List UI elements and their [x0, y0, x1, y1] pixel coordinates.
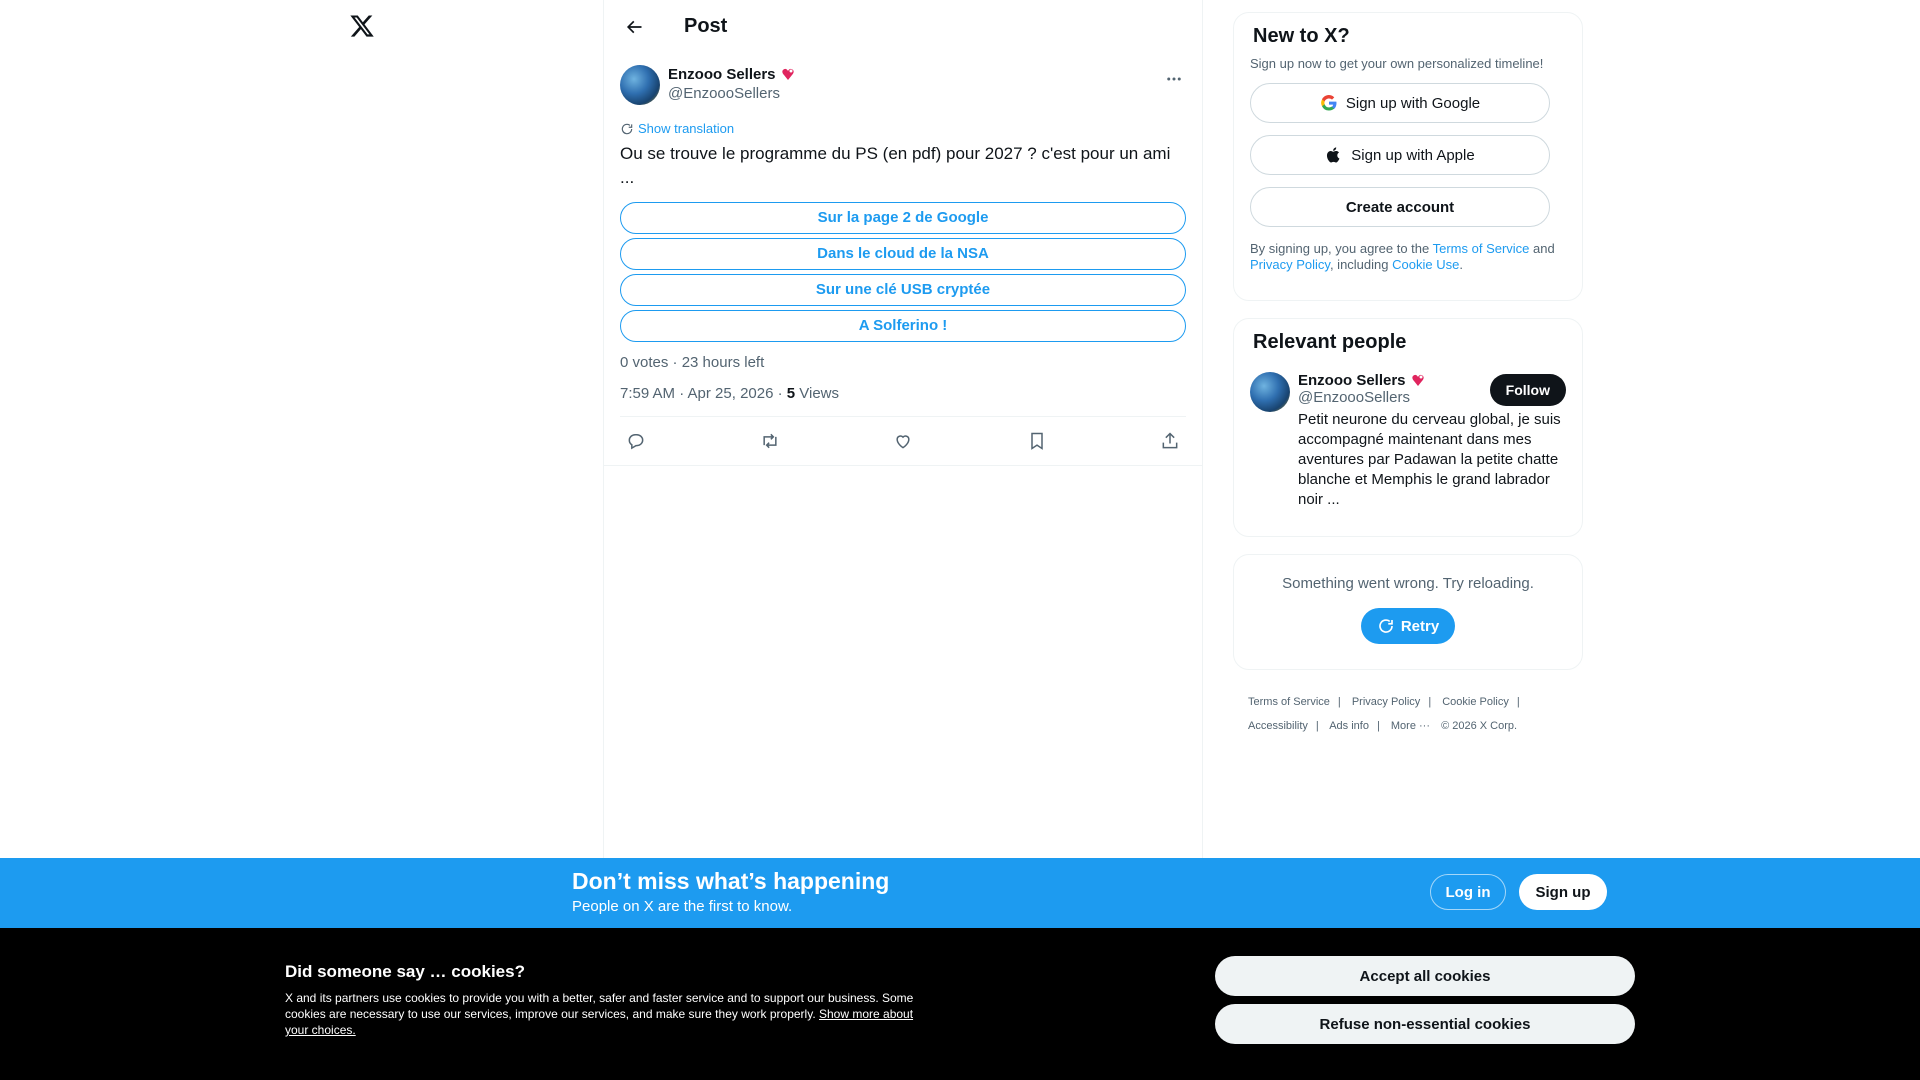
person-name[interactable]: Enzooo Sellers: [1298, 372, 1406, 389]
author-name[interactable]: Enzooo Sellers: [668, 66, 776, 83]
show-translation-link[interactable]: [620, 121, 1186, 136]
author-name-row[interactable]: [668, 65, 796, 84]
more-icon[interactable]: [1162, 67, 1186, 91]
signup-apple-button[interactable]: [1250, 135, 1550, 175]
signup-google-button[interactable]: [1250, 83, 1550, 123]
relevant-people-title: Relevant people: [1253, 331, 1407, 353]
terms-link[interactable]: Terms of Service: [1432, 241, 1530, 256]
banner-subtitle: People on X are the first to know.: [572, 898, 793, 915]
cookie-choices-link[interactable]: Show more about your choices.: [285, 1007, 914, 1037]
retry-button[interactable]: [1361, 608, 1455, 644]
footer-links: [1248, 690, 1578, 738]
google-icon: [1320, 94, 1338, 112]
person-item[interactable]: [1250, 372, 1566, 510]
post-actions: [604, 417, 1202, 466]
legal-and: and: [1529, 241, 1555, 256]
footer-row: Accessibility | Ads info | More ··· © 2026 X Corp.: [1248, 720, 1518, 732]
cookie-use-link[interactable]: Cookie Use: [1392, 257, 1460, 272]
share-icon[interactable]: [1158, 429, 1182, 453]
verified-badge-icon: [780, 67, 796, 83]
post-text: [620, 142, 1186, 190]
footer-privacy-link[interactable]: Privacy Policy: [1351, 696, 1421, 708]
person-bio: Petit neurone du cerveau global, je suis accompagné maintenant dans mes aventures par Padawan la petite chatte blanche et Memphis le grand labrador noir ...: [1298, 411, 1561, 508]
follow-button[interactable]: Follow: [1490, 374, 1566, 406]
author: [668, 65, 796, 103]
translate-icon: [620, 122, 634, 136]
poll: [620, 202, 1186, 342]
login-button[interactable]: Log in: [1430, 874, 1506, 910]
post-date: [620, 385, 1186, 417]
topbar: [604, 0, 1202, 53]
error-message: Something went wrong. Try reloading.: [1282, 575, 1534, 592]
reply-icon[interactable]: [624, 429, 648, 453]
avatar[interactable]: [620, 65, 660, 105]
legal-period: .: [1459, 257, 1463, 272]
verified-badge-icon: [1410, 373, 1426, 389]
post-timestamp[interactable]: 7:59 AM · Apr 25, 2026 ·: [620, 385, 787, 402]
retry-label: Retry: [1400, 617, 1440, 635]
show-translation-label: Show translation: [638, 121, 735, 136]
signup-banner: [0, 858, 1920, 928]
refuse-cookies-button[interactable]: Refuse non-essential cookies: [1215, 1004, 1635, 1044]
poll-meta: 0 votes · 23 hours left: [620, 354, 765, 371]
poll-option[interactable]: A Solferino !: [620, 310, 1186, 342]
author-handle[interactable]: @EnzoooSellers: [668, 85, 780, 102]
accept-cookies-button[interactable]: Accept all cookies: [1215, 956, 1635, 996]
relevant-people-card: [1233, 318, 1583, 537]
bookmark-icon[interactable]: [1025, 429, 1049, 453]
poll-option[interactable]: Sur une clé USB cryptée: [620, 274, 1186, 306]
footer-terms-link[interactable]: Terms of Service: [1248, 696, 1330, 708]
post: [604, 53, 1202, 466]
post-header: [620, 65, 1186, 105]
apple-icon: [1325, 146, 1343, 164]
cookie-body: X and its partners use cookies to provide you with a better, safer and faster service and to support our business. Some cookies are necessary to use our services, improve our services, and make sure they work properly.: [285, 991, 914, 1021]
footer-ads-link[interactable]: Ads info: [1329, 720, 1369, 732]
footer-row: Terms of Service | Privacy Policy | Cookie Policy |: [1248, 696, 1520, 708]
signup-apple-label: Sign up with Apple: [1351, 146, 1475, 164]
views-label: Views: [795, 385, 840, 402]
poll-option[interactable]: Sur la page 2 de Google: [620, 202, 1186, 234]
legal-including: , including: [1329, 257, 1393, 272]
views-count: 5: [786, 385, 796, 402]
create-account-button[interactable]: Create account: [1250, 187, 1550, 227]
footer-copyright: © 2026 X Corp.: [1441, 720, 1518, 732]
main-column: [603, 0, 1203, 858]
post-text-line: ...: [620, 168, 635, 187]
avatar[interactable]: [1250, 372, 1290, 412]
poll-option[interactable]: Dans le cloud de la NSA: [620, 238, 1186, 270]
signup-legal: [1250, 241, 1566, 273]
footer-accessibility-link[interactable]: Accessibility: [1248, 720, 1308, 732]
banner-title: Don’t miss what’s happening: [572, 868, 890, 894]
new-to-x-title: New to X?: [1253, 25, 1350, 47]
new-to-x-card: [1233, 12, 1583, 301]
new-to-x-subtitle: Sign up now to get your own personalized timeline!: [1250, 56, 1544, 71]
error-card: [1233, 554, 1583, 670]
x-logo-icon[interactable]: [349, 13, 375, 39]
footer-cookie-link[interactable]: Cookie Policy: [1442, 696, 1509, 708]
like-icon[interactable]: [891, 429, 915, 453]
footer-more-link[interactable]: More ···: [1390, 720, 1430, 732]
cookie-banner: [0, 928, 1920, 1080]
privacy-link[interactable]: Privacy Policy: [1250, 257, 1330, 272]
page-title: Post: [684, 15, 728, 37]
cookie-title: Did someone say … cookies?: [285, 962, 525, 981]
post-text-line: Ou se trouve le programme du PS (en pdf) pour 2027 ? c'est pour un ami: [620, 144, 1171, 163]
legal-prefix: By signing up, you agree to the: [1250, 241, 1433, 256]
person-handle[interactable]: @EnzoooSellers: [1298, 389, 1410, 406]
signup-google-label: Sign up with Google: [1345, 94, 1481, 112]
signup-button[interactable]: Sign up: [1519, 874, 1607, 910]
back-arrow-icon[interactable]: [620, 13, 648, 41]
refresh-icon: [1377, 617, 1395, 635]
cookie-text: [285, 990, 935, 1038]
repost-icon[interactable]: [758, 429, 782, 453]
